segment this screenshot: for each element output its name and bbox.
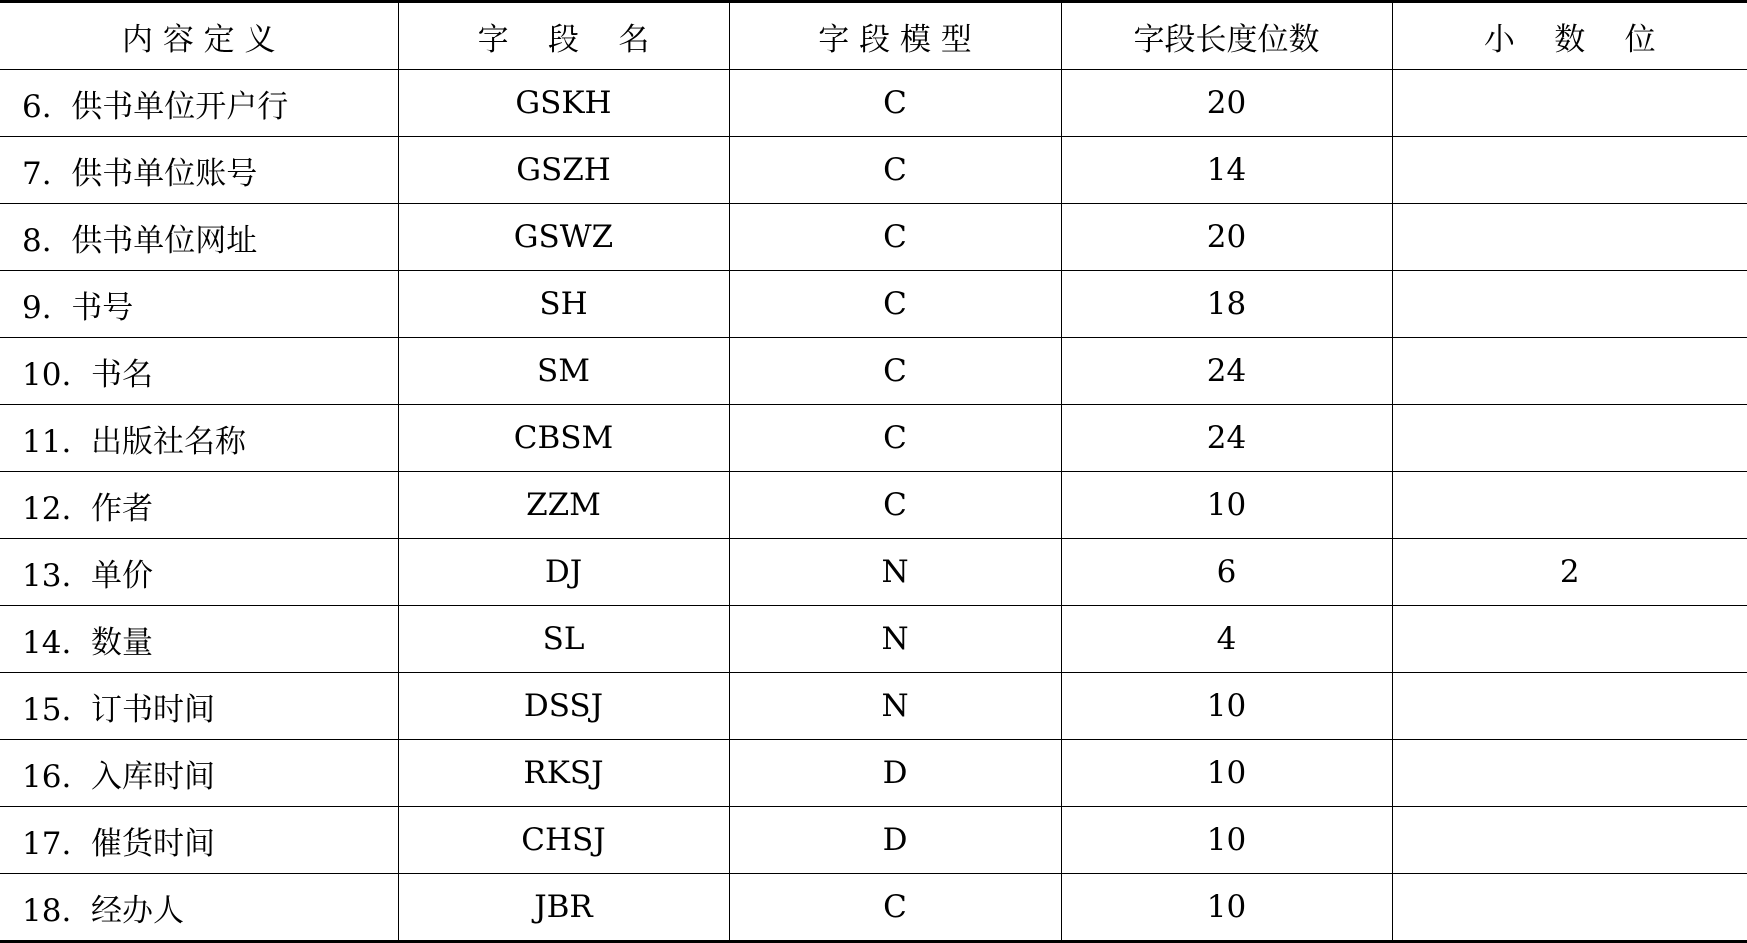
cell-decimal-places	[1392, 472, 1747, 539]
table-header-row	[0, 2, 1747, 70]
cell-field-type: C	[729, 70, 1061, 137]
cell-field-type: C	[729, 204, 1061, 271]
table-row	[0, 874, 1747, 942]
cell-field-type: C	[729, 405, 1061, 472]
header-field-type: 字 段 模 型	[729, 2, 1061, 70]
cell-content-definition: 7. 供书单位账号	[0, 137, 398, 204]
cell-content-definition: 18. 经办人	[0, 874, 398, 942]
table-row	[0, 807, 1747, 874]
cell-content-definition: 17. 催货时间	[0, 807, 398, 874]
cell-field-length: 24	[1061, 405, 1392, 472]
cell-content-definition: 9. 书号	[0, 271, 398, 338]
cell-decimal-places	[1392, 606, 1747, 673]
cell-field-name: SL	[398, 606, 729, 673]
cell-field-length: 10	[1061, 807, 1392, 874]
table-row	[0, 539, 1747, 606]
cell-field-name: SH	[398, 271, 729, 338]
table-row	[0, 405, 1747, 472]
cell-field-length: 10	[1061, 472, 1392, 539]
cell-decimal-places: 2	[1392, 539, 1747, 606]
cell-field-name: SM	[398, 338, 729, 405]
cell-field-name: RKSJ	[398, 740, 729, 807]
cell-field-type: C	[729, 271, 1061, 338]
cell-decimal-places	[1392, 740, 1747, 807]
cell-field-length: 4	[1061, 606, 1392, 673]
cell-decimal-places	[1392, 137, 1747, 204]
cell-field-type: C	[729, 137, 1061, 204]
cell-decimal-places	[1392, 673, 1747, 740]
cell-field-name: GSKH	[398, 70, 729, 137]
cell-field-length: 10	[1061, 874, 1392, 942]
table-row	[0, 137, 1747, 204]
cell-field-name: CHSJ	[398, 807, 729, 874]
cell-content-definition: 16. 入库时间	[0, 740, 398, 807]
cell-field-type: D	[729, 807, 1061, 874]
cell-field-length: 6	[1061, 539, 1392, 606]
cell-content-definition: 6. 供书单位开户行	[0, 70, 398, 137]
cell-field-name: JBR	[398, 874, 729, 942]
cell-field-length: 18	[1061, 271, 1392, 338]
cell-field-name: GSZH	[398, 137, 729, 204]
header-decimal-places: 小 数 位	[1392, 2, 1747, 70]
cell-decimal-places	[1392, 405, 1747, 472]
table-row	[0, 70, 1747, 137]
cell-content-definition: 11. 出版社名称	[0, 405, 398, 472]
cell-field-name: ZZM	[398, 472, 729, 539]
cell-field-name: DSSJ	[398, 673, 729, 740]
cell-field-type: N	[729, 539, 1061, 606]
cell-field-type: C	[729, 472, 1061, 539]
table-row	[0, 472, 1747, 539]
cell-content-definition: 10. 书名	[0, 338, 398, 405]
header-field-name: 字 段 名	[398, 2, 729, 70]
cell-field-length: 20	[1061, 70, 1392, 137]
cell-field-length: 10	[1061, 740, 1392, 807]
cell-decimal-places	[1392, 70, 1747, 137]
cell-content-definition: 14. 数量	[0, 606, 398, 673]
table-row	[0, 204, 1747, 271]
header-content-definition: 内 容 定 义	[0, 2, 398, 70]
cell-content-definition: 15. 订书时间	[0, 673, 398, 740]
cell-content-definition: 8. 供书单位网址	[0, 204, 398, 271]
cell-field-type: N	[729, 606, 1061, 673]
cell-field-name: DJ	[398, 539, 729, 606]
cell-field-length: 14	[1061, 137, 1392, 204]
cell-field-type: D	[729, 740, 1061, 807]
table-row	[0, 338, 1747, 405]
cell-field-type: N	[729, 673, 1061, 740]
cell-decimal-places	[1392, 271, 1747, 338]
cell-content-definition: 12. 作者	[0, 472, 398, 539]
cell-decimal-places	[1392, 204, 1747, 271]
cell-content-definition: 13. 单价	[0, 539, 398, 606]
cell-field-type: C	[729, 338, 1061, 405]
header-field-length: 字段长度位数	[1061, 2, 1392, 70]
table-row	[0, 271, 1747, 338]
cell-field-name: GSWZ	[398, 204, 729, 271]
cell-field-length: 10	[1061, 673, 1392, 740]
cell-decimal-places	[1392, 338, 1747, 405]
cell-decimal-places	[1392, 874, 1747, 942]
cell-field-length: 24	[1061, 338, 1392, 405]
cell-decimal-places	[1392, 807, 1747, 874]
cell-field-name: CBSM	[398, 405, 729, 472]
cell-field-type: C	[729, 874, 1061, 942]
table-row	[0, 606, 1747, 673]
table-row	[0, 740, 1747, 807]
cell-field-length: 20	[1061, 204, 1392, 271]
table-row	[0, 673, 1747, 740]
